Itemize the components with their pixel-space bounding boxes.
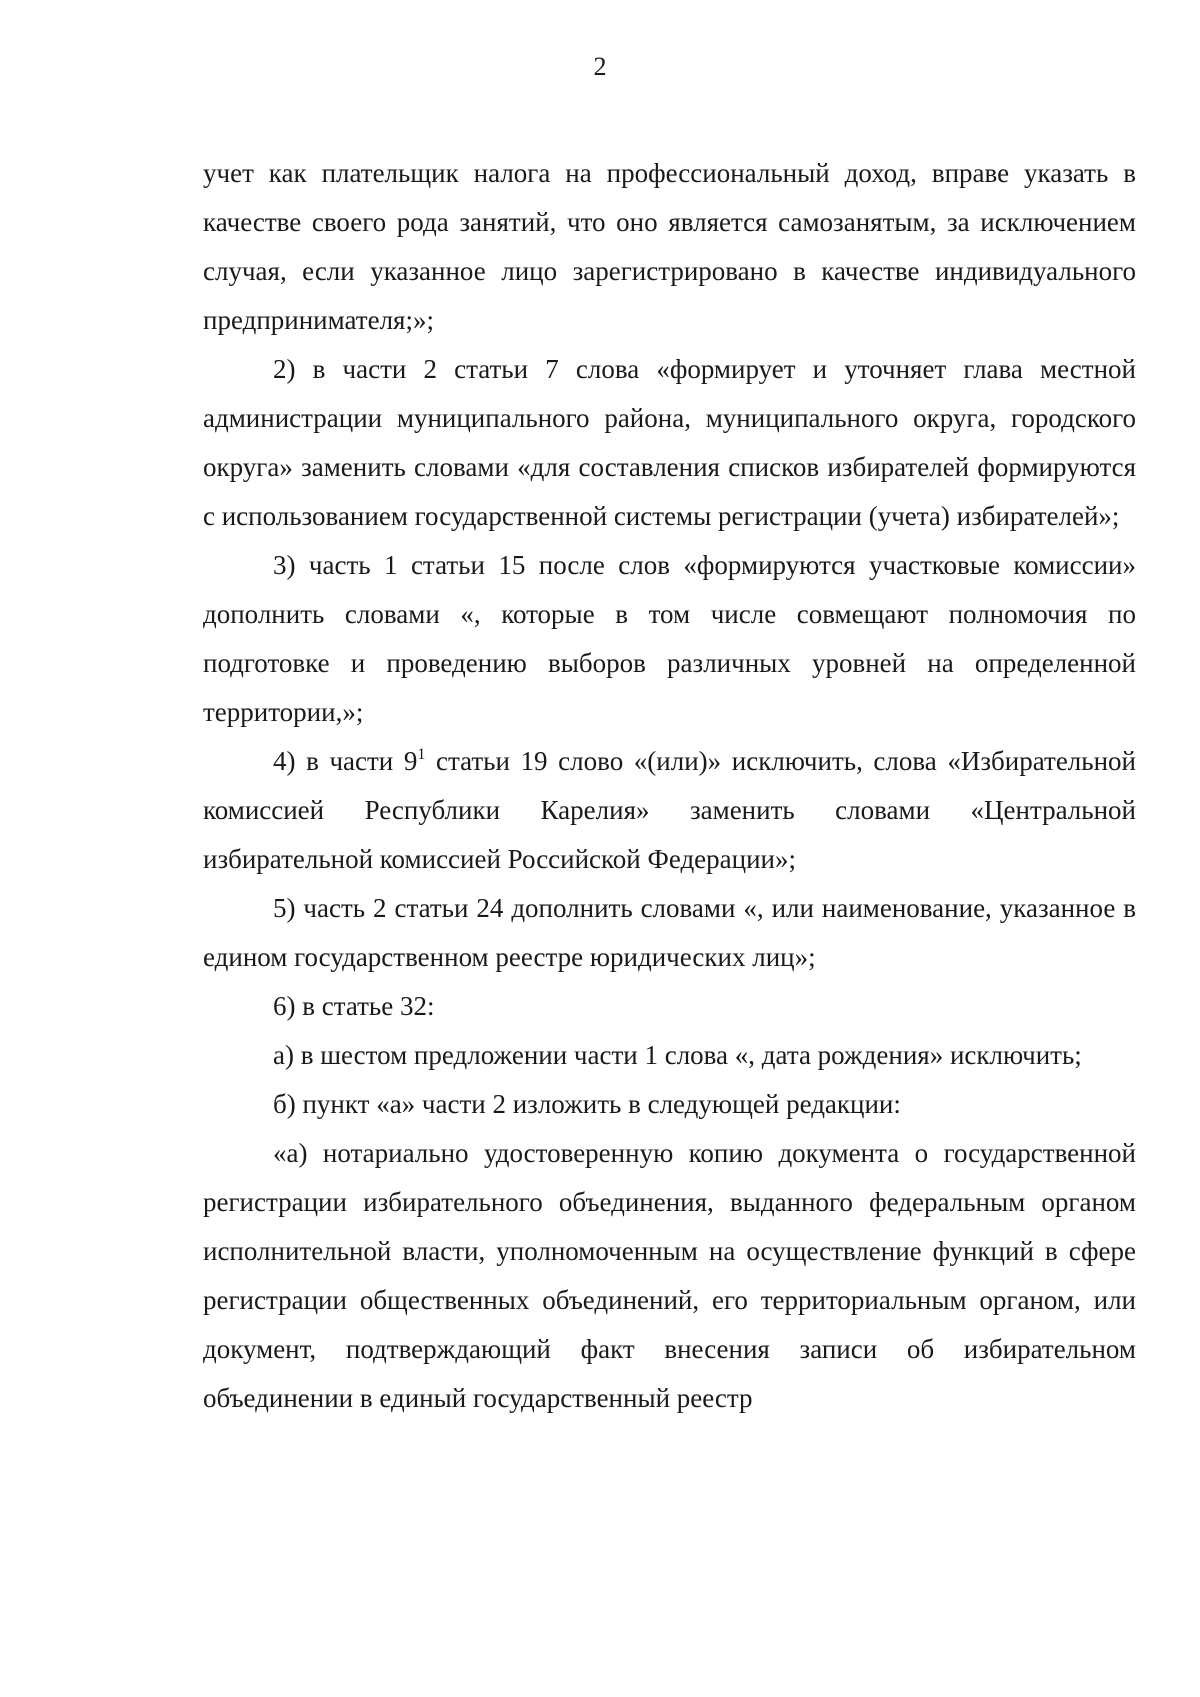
paragraph-item-4 [203, 737, 1136, 884]
paragraph-quoted-text: «а) нотариально удостоверенную копию документа о государственной регистрации избирательного объединения, выданного федеральным органом исполнительной власти, уполномоченным на осуществление функций в сфере регистрации общественных объединений, его территориальным органом, или документ, подтверждающий факт внесения записи об избирательном объединении в единый государственный реестр [203, 1138, 1136, 1413]
superscript-index: 1 [417, 746, 426, 763]
paragraph-item-5: 5) часть 2 статьи 24 дополнить словами «, или наименование, указанное в едином государственном реестре юридических лиц»; [203, 893, 1136, 972]
paragraph-item-4-rest: статьи 19 слово «(или)» исключить, слова «Избирательной комиссией Республики Карелия» заменить словами «Центральной избирательной комиссией Российской Федерации»; [203, 746, 1136, 874]
paragraph-item-6: 6) в статье 32: [273, 991, 435, 1021]
paragraph-continuation: учет как плательщик налога на профессиональный доход, вправе указать в качестве своего рода занятий, что оно является самозанятым, за исключением случая, если указанное лицо зарегистрировано в качестве индивидуального предпринимателя;»; [203, 158, 1136, 335]
paragraph-item-4-start: 4) в части 9 [273, 746, 418, 776]
paragraph-item-2: 2) в части 2 статьи 7 слова «формирует и уточняет глава местной администрации муниципального района, муниципального округа, городского округа» заменить словами «для составления списков избирателей формируются с использованием государственной системы регистрации (учета) избирателей»; [203, 354, 1136, 531]
paragraph-item-3: 3) часть 1 статьи 15 после слов «формируются участковые комиссии» дополнить словами «, которые в том числе совмещают полномочия по подготовке и проведению выборов различных уровней на определенной территории,»; [203, 550, 1136, 727]
page-number: 2 [593, 52, 607, 81]
paragraph-subitem-a: а) в шестом предложении части 1 слова «, дата рождения» исключить; [273, 1040, 1082, 1070]
paragraph-subitem-b: б) пункт «а» части 2 изложить в следующей редакции: [273, 1089, 901, 1119]
document-body [203, 149, 1136, 1423]
